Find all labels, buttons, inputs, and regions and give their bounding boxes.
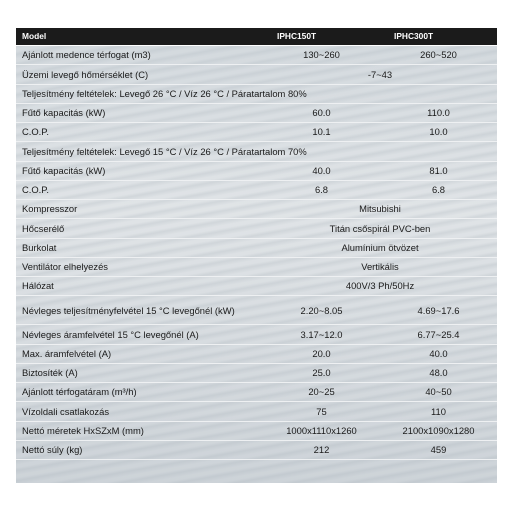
row-value-model-1: 20~25: [263, 383, 380, 402]
row-label: Fűtő kapacitás (kW): [16, 103, 263, 122]
table-row: [16, 344, 497, 363]
table-row: [16, 219, 497, 238]
row-value-model-1: 10.1: [263, 123, 380, 142]
table-row: [16, 238, 497, 257]
table-row: [16, 65, 497, 84]
row-value-model-1: 40.0: [263, 161, 380, 180]
row-label: C.O.P.: [16, 123, 263, 142]
table-row: [16, 363, 497, 382]
spec-table-body: [16, 28, 497, 460]
table-row: [16, 402, 497, 421]
row-value-model-1: 1000x1110x1260: [263, 421, 380, 440]
row-label: Fűtő kapacitás (kW): [16, 161, 263, 180]
row-value-shared: -7~43: [263, 65, 497, 84]
row-value-model-1: 3.17~12.0: [263, 325, 380, 344]
row-label: C.O.P.: [16, 180, 263, 199]
table-header-row: [16, 28, 497, 46]
row-label: Kompresszor: [16, 200, 263, 219]
row-label: Üzemi levegő hőmérséklet (C): [16, 65, 263, 84]
row-value-model-2: 2100x1090x1280: [380, 421, 497, 440]
row-label: Nettó méretek HxSZxM (mm): [16, 421, 263, 440]
condition-label: Teljesítmény feltételek: Levegő 15 °C / Víz 26 °C / Páratartalom 70%: [16, 142, 497, 161]
row-value-model-2: 110.0: [380, 103, 497, 122]
table-row: [16, 123, 497, 142]
row-value-model-2: 10.0: [380, 123, 497, 142]
condition-label: Teljesítmény feltételek: Levegő 26 °C / Víz 26 °C / Páratartalom 80%: [16, 84, 497, 103]
row-label: Vízoldali csatlakozás: [16, 402, 263, 421]
row-value-model-1: 130~260: [263, 46, 380, 65]
row-label: Ventilátor elhelyezés: [16, 257, 263, 276]
table-row: [16, 161, 497, 180]
row-value-model-1: 75: [263, 402, 380, 421]
row-value-model-1: 6.8: [263, 180, 380, 199]
row-value-shared: Titán csőspirál PVC-ben: [263, 219, 497, 238]
row-value-model-1: 212: [263, 440, 380, 459]
row-value-shared: Alumínium ötvözet: [263, 238, 497, 257]
row-label: Nettó súly (kg): [16, 440, 263, 459]
table-row: [16, 180, 497, 199]
table-row: [16, 84, 497, 103]
row-label: Burkolat: [16, 238, 263, 257]
row-value-model-2: 260~520: [380, 46, 497, 65]
row-value-model-2: 6.8: [380, 180, 497, 199]
table-row: [16, 46, 497, 65]
row-value-model-1: 25.0: [263, 363, 380, 382]
row-label: Ajánlott térfogatáram (m³/h): [16, 383, 263, 402]
row-value-model-2: 4.69~17.6: [380, 296, 497, 325]
row-value-shared: Vertikális: [263, 257, 497, 276]
spec-table: [16, 28, 497, 460]
table-row: [16, 440, 497, 459]
row-value-model-1: 60.0: [263, 103, 380, 122]
table-row: [16, 325, 497, 344]
row-label: Max. áramfelvétel (A): [16, 344, 263, 363]
row-label: Névleges áramfelvétel 15 °C levegőnél (A): [16, 325, 263, 344]
row-value-model-2: 110: [380, 402, 497, 421]
table-row: [16, 257, 497, 276]
row-label: Hőcserélő: [16, 219, 263, 238]
row-value-model-1: 2.20~8.05: [263, 296, 380, 325]
table-row: [16, 383, 497, 402]
header-model: Model: [16, 28, 263, 46]
row-value-model-2: 40.0: [380, 344, 497, 363]
row-value-model-1: 20.0: [263, 344, 380, 363]
row-value-model-2: 81.0: [380, 161, 497, 180]
row-value-model-2: 6.77~25.4: [380, 325, 497, 344]
table-row: [16, 142, 497, 161]
table-row: [16, 277, 497, 296]
row-value-model-2: 459: [380, 440, 497, 459]
row-value-shared: Mitsubishi: [263, 200, 497, 219]
row-label: Ajánlott medence térfogat (m3): [16, 46, 263, 65]
row-value-shared: 400V/3 Ph/50Hz: [263, 277, 497, 296]
spec-sheet: [16, 28, 497, 483]
row-label: Hálózat: [16, 277, 263, 296]
header-model-1: IPHC150T: [263, 28, 380, 46]
row-value-model-2: 40~50: [380, 383, 497, 402]
table-row: [16, 200, 497, 219]
row-label: Biztosíték (A): [16, 363, 263, 382]
table-row: [16, 421, 497, 440]
table-row: [16, 103, 497, 122]
row-label: Névleges teljesítményfelvétel 15 °C levegőnél (kW): [16, 296, 263, 325]
header-model-2: IPHC300T: [380, 28, 497, 46]
table-row: [16, 296, 497, 325]
row-value-model-2: 48.0: [380, 363, 497, 382]
